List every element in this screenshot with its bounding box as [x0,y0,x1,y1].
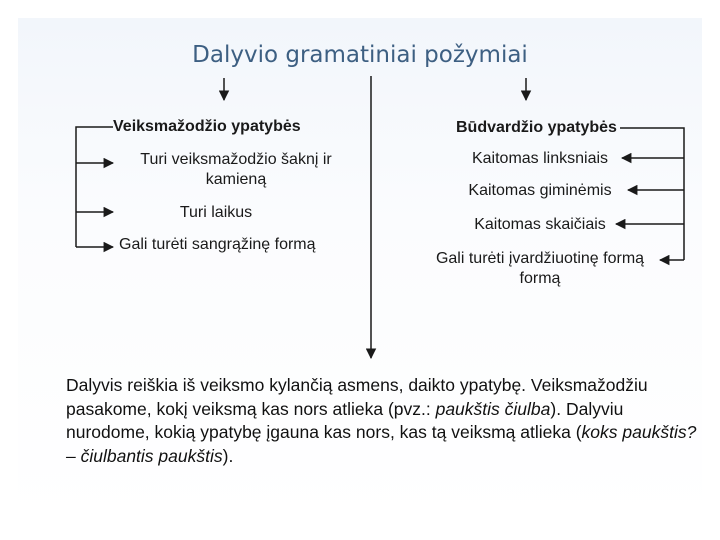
left-item-1-line1: Turi veiksmažodžio šaknį ir [140,151,332,168]
right-heading: Būdvardžio ypatybės [456,119,617,136]
paragraph-text-1: Dalyvis reiškia iš veiksmo kylančią asmens, daikto ypatybę. Veiksmažodžiu pasakome, kokį veiksmą kas nors atlieka (pvz.: [66,375,648,419]
paragraph-text-3: ). [222,445,234,466]
left-heading: Veiksmažodžio ypatybės [113,118,301,135]
explanation-paragraph [66,374,706,468]
left-item-1-line2: kamieną [205,171,267,188]
right-item-3: Kaitomas skaičiais [474,216,606,233]
paragraph-text-2: ). Dalyviu nurodome, kokią ypatybę įgauna kas nors, kas tą veiksmą atlieka ( [66,398,624,442]
paragraph-example-2: koks paukštis? – čiulbantis paukštis [66,422,697,466]
right-item-4-line1: Gali turėti įvardžiuotinę formą [435,250,645,267]
left-item-3: Gali turėti sangrąžinę formą [119,236,316,253]
left-item-2: Turi laikus [179,204,253,221]
paragraph-example-1: paukštis čiulba [435,398,551,419]
right-item-4 [420,249,660,289]
right-item-1: Kaitomas linksniais [471,150,609,167]
right-item-2: Kaitomas giminėmis [468,182,612,199]
diagram-title: Dalyvio gramatiniai požymiai [192,42,528,68]
left-item-1 [96,150,376,190]
right-item-4-line2: formą [519,270,561,287]
